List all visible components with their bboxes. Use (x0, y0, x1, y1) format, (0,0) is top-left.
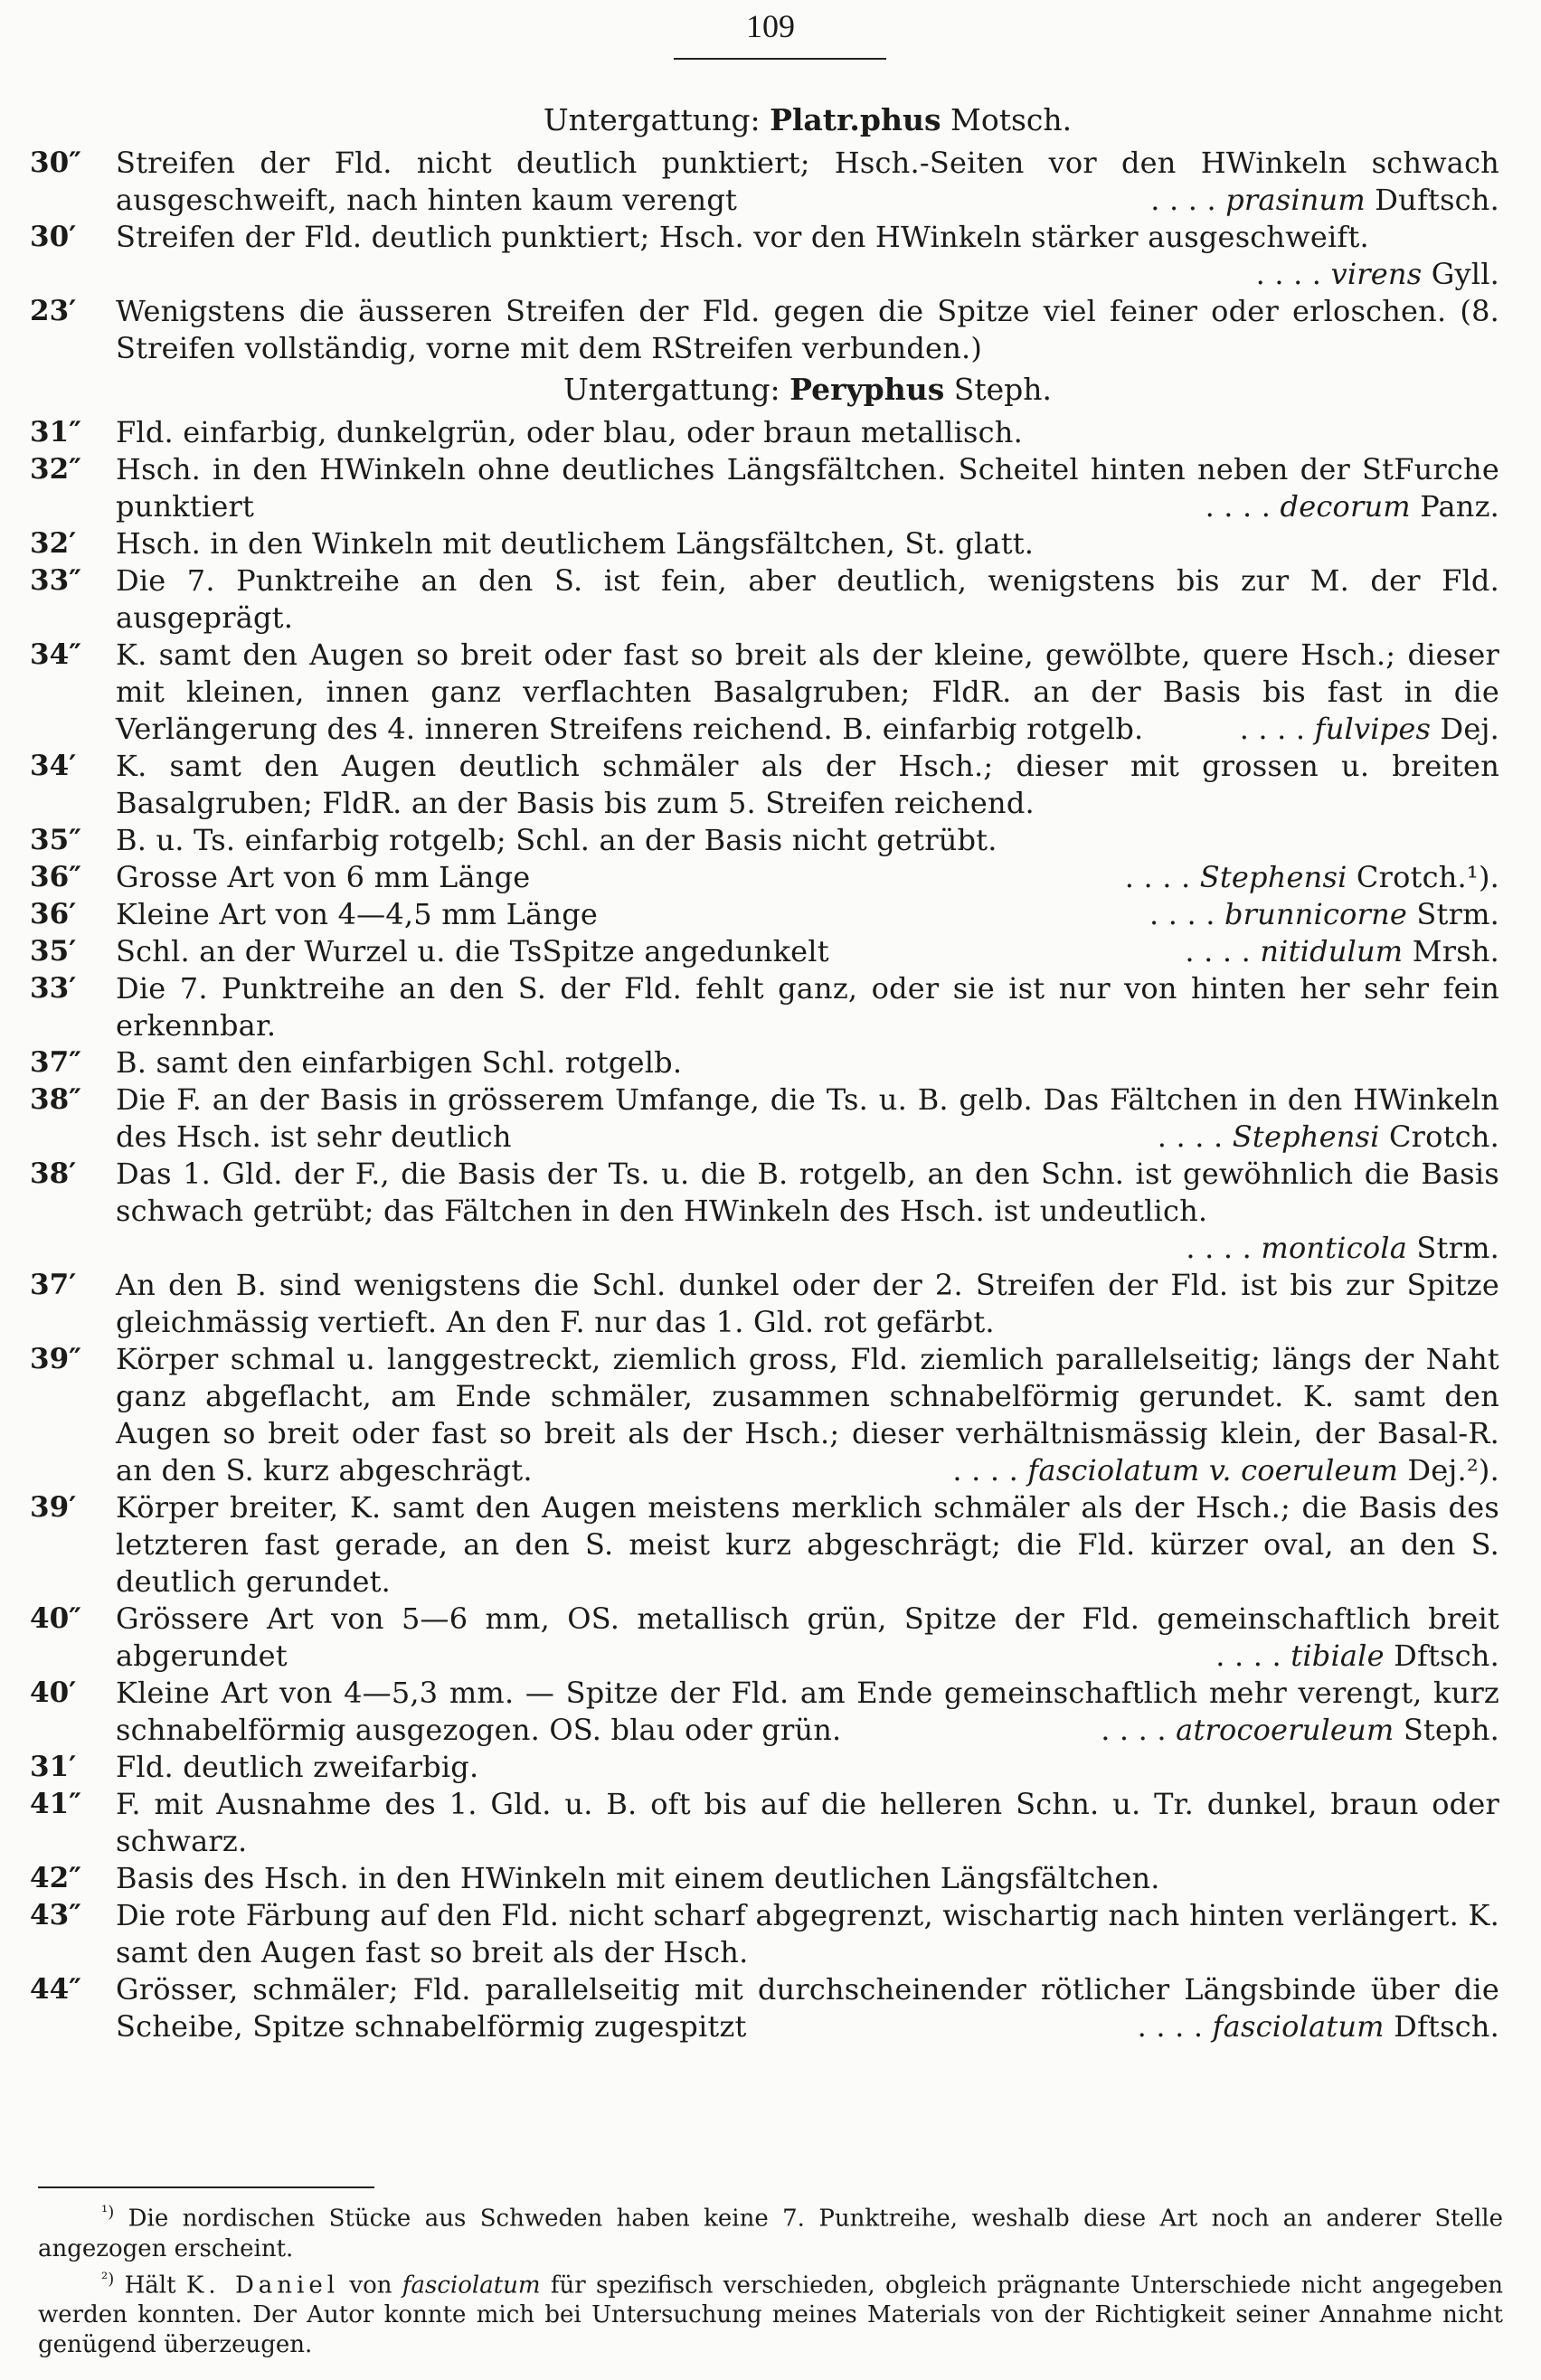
key-entry (30, 525, 1499, 562)
couplet-number: 41″ (30, 1788, 81, 1820)
couplet-description: Die 7. Punktreihe an den S. ist fein, aber deutlich, wenigstens bis zur M. der Fld. ausgeprägt. (116, 563, 1499, 635)
species-author: Strm. (1416, 1231, 1499, 1265)
couplet-text (116, 1601, 1499, 1675)
species-result (1125, 2008, 1499, 2045)
key-entry (30, 1860, 1499, 1897)
couplet-description: Streifen der Fld. deutlich punktiert; Hsch. vor den HWinkeln stärker ausgeschweift. (116, 220, 1369, 254)
couplet-description: Grösser, schmäler; Fld. parallelseitig mit durchscheinender rötlicher Längsbinde über die Scheibe, Spitze schnabelförmig zugespitzt (116, 1972, 1499, 2044)
species-name: nitidulum (1260, 934, 1404, 968)
key-entry (30, 1675, 1499, 1749)
key-entry (30, 896, 1499, 933)
footnote-mark: ¹) (101, 2203, 115, 2222)
leader-dots: . . . . (1186, 1231, 1262, 1265)
couplet-number: 40′ (30, 1676, 77, 1709)
species-name: decorum (1280, 489, 1411, 524)
species-author: Dftsch. (1394, 2009, 1499, 2044)
couplet-number: 34″ (30, 638, 81, 671)
species-result (1088, 1712, 1499, 1749)
key-entry (30, 859, 1499, 896)
couplet-number: 44″ (30, 1973, 81, 2006)
couplet-text (116, 1267, 1499, 1341)
key-entry (30, 1601, 1499, 1675)
key-entry (30, 637, 1499, 748)
couplet-description: F. mit Ausnahme des 1. Gld. u. B. oft bis auf die helleren Schn. u. Tr. dunkel, braun oder schwarz. (116, 1787, 1499, 1858)
species-author: Steph. (1403, 1713, 1499, 1747)
couplet-description: Die F. an der Basis in grösserem Umfange, die Ts. u. B. gelb. Das Fältchen in den HWinkeln des Hsch. ist sehr deutlich (116, 1082, 1499, 1154)
species-result (1172, 933, 1499, 970)
leader-dots: . . . . (1137, 2009, 1213, 2044)
couplet-text (116, 970, 1499, 1044)
leader-dots: . . . . (1185, 934, 1261, 968)
couplet-text (116, 1860, 1499, 1897)
subgenus-prefix: Untergattung: (563, 372, 790, 407)
couplet-text (116, 451, 1499, 525)
species-result (1193, 488, 1499, 525)
key-entry (30, 1897, 1499, 1971)
footnote-text: Hält (124, 2271, 186, 2300)
couplet-text (116, 293, 1499, 367)
couplet-text (116, 1786, 1499, 1860)
leader-dots: . . . . (1157, 1119, 1233, 1154)
species-author: Strm. (1416, 897, 1499, 931)
species-author: Crotch.¹). (1356, 860, 1499, 894)
species-result (1227, 711, 1499, 748)
leader-dots: . . . . (1101, 1713, 1177, 1747)
species-result (940, 1452, 1499, 1489)
species-author: Panz. (1420, 489, 1499, 524)
species-author: Dej. (1440, 712, 1499, 746)
key-entry (30, 1749, 1499, 1786)
key-entry (30, 748, 1499, 822)
couplet-description: Kleine Art von 4—5,3 mm. — Spitze der Fld. am Ende gemeinschaftlich mehr verengt, kurz schnabelförmig ausgezogen. OS. blau oder grün. (116, 1676, 1499, 1747)
couplet-number: 35″ (30, 824, 81, 856)
couplet-description: Fld. deutlich zweifarbig. (116, 1750, 479, 1784)
key-entry (30, 1786, 1499, 1860)
leader-dots: . . . . (1124, 860, 1200, 894)
footnote-text: von (339, 2271, 402, 2300)
key-entry (30, 822, 1499, 859)
couplet-description: Wenigstens die äusseren Streifen der Fld. gegen die Spitze viel feiner oder erloschen. (8. Streifen vollständig, vorne mit dem RStreifen verbunden.) (116, 294, 1499, 365)
species-author: Mrsh. (1412, 934, 1499, 968)
footnote-rule (38, 2186, 374, 2188)
species-name: prasinum (1225, 183, 1366, 217)
subgenus-heading-peryphus (116, 369, 1499, 411)
couplet-text (116, 637, 1499, 748)
species-result (1137, 896, 1499, 933)
key-entry (30, 414, 1499, 451)
species-name: Stephensi (1232, 1119, 1380, 1154)
key-entry (30, 562, 1499, 637)
couplet-number: 38″ (30, 1083, 81, 1116)
species-name: fulvipes (1314, 712, 1432, 746)
couplet-description: Basis des Hsch. in den HWinkeln mit einem deutlichen Längsfältchen. (116, 1861, 1160, 1895)
couplet-text (116, 1749, 1499, 1786)
couplet-number: 39′ (30, 1491, 77, 1524)
key-entry (30, 451, 1499, 525)
species-name: tibiale (1290, 1639, 1385, 1673)
couplet-number: 39″ (30, 1343, 81, 1375)
species-author: Gyll. (1431, 257, 1499, 291)
couplet-description: Grosse Art von 6 mm Länge (116, 860, 531, 894)
couplet-text (116, 1156, 1499, 1267)
couplet-description: Körper breiter, K. samt den Augen meistens merklich schmäler als der Hsch.; die Basis des letzteren fast gerade, an den S. meist kurz abgeschrägt; die Fld. kürzer oval, an den S. deutlich gerundet. (116, 1490, 1499, 1599)
couplet-number: 37′ (30, 1269, 77, 1301)
header-rule (674, 58, 886, 60)
subgenus-author: Steph. (944, 372, 1053, 407)
couplet-number: 30″ (30, 146, 81, 179)
subgenus-name: Peryphus (789, 372, 945, 407)
couplet-number: 30′ (30, 221, 77, 253)
species-name: brunnicorne (1224, 897, 1408, 931)
key-entry (30, 1489, 1499, 1601)
couplet-description: Die 7. Punktreihe an den S. der Fld. fehlt ganz, oder sie ist nur von hinten her sehr fein erkennbar. (116, 971, 1499, 1043)
leader-dots: . . . . (1215, 1639, 1291, 1673)
couplet-number: 40″ (30, 1602, 81, 1635)
footnote-mark: ²) (101, 2269, 115, 2289)
species-result (1243, 256, 1499, 293)
couplet-description: B. samt den einfarbigen Schl. rotgelb. (116, 1045, 683, 1080)
leader-dots: . . . . (1255, 257, 1331, 291)
species-author: Crotch. (1388, 1119, 1499, 1154)
couplet-text (116, 525, 1499, 562)
species-author: Dej.²). (1407, 1453, 1499, 1488)
key-entry (30, 1267, 1499, 1341)
key-body (30, 98, 1499, 2045)
key-entry (30, 293, 1499, 367)
subgenus-name: Platr.phus (770, 102, 941, 137)
key-entry (30, 145, 1499, 219)
species-name: virens (1330, 257, 1423, 291)
couplet-description: K. samt den Augen so breit oder fast so breit als der kleine, gewölbte, quere Hsch.; dieser mit kleinen, innen ganz verflachten Basalgruben; FldR. an der Basis bis fast in die Verlängerung des 4. inneren Streifens reichend. B. einfarbig rotgelb. (116, 638, 1499, 746)
footnote-text: für spezifisch verschieden, obgleich prägnante Unterschiede nicht angegeben werden konnten. Der Autor konnte mich bei Untersuchung meines Materials von der Richtigkeit seiner Annahme nicht genügend überzeugen. (38, 2271, 1503, 2359)
couplet-description: Schl. an der Wurzel u. die TsSpitze angedunkelt (116, 934, 829, 968)
couplet-description: Grössere Art von 5—6 mm, OS. metallisch grün, Spitze der Fld. gemeinschaftlich breit abgerundet (116, 1601, 1499, 1673)
couplet-text (116, 1044, 1499, 1081)
couplet-number: 33′ (30, 972, 77, 1005)
species-name: fasciolatum (1212, 2009, 1385, 2044)
species-result (1145, 1119, 1499, 1156)
footnote-text: Die nordischen Stücke aus Schweden haben keine 7. Punktreihe, weshalb diese Art noch an anderer Stelle angezogen erscheint. (38, 2205, 1504, 2262)
couplet-number: 32′ (30, 527, 77, 560)
species-result (1173, 1230, 1499, 1267)
subgenus-heading-platyphus (116, 99, 1499, 141)
couplet-text (116, 859, 1499, 896)
key-entry (30, 1341, 1499, 1489)
couplet-text (116, 1341, 1499, 1489)
couplet-text (116, 145, 1499, 219)
couplet-text (116, 896, 1499, 933)
leader-dots: . . . . (1239, 712, 1315, 746)
leader-dots: . . . . (1205, 489, 1281, 524)
species-result (1138, 182, 1499, 219)
couplet-text (116, 562, 1499, 637)
couplet-number: 33″ (30, 564, 81, 597)
footnote-2 (38, 2264, 1503, 2361)
couplet-number: 42″ (30, 1862, 81, 1894)
couplet-number: 31″ (30, 416, 81, 449)
couplet-text (116, 1971, 1499, 2045)
subgenus-prefix: Untergattung: (543, 102, 770, 137)
couplet-text (116, 414, 1499, 451)
key-entry (30, 1081, 1499, 1156)
species-author: Dftsch. (1394, 1639, 1499, 1673)
footnote-1 (38, 2197, 1503, 2264)
couplet-description: An den B. sind wenigstens die Schl. dunkel oder der 2. Streifen der Fld. ist bis zur Spitze gleichmässig vertieft. An den F. nur das 1. Gld. rot gefärbt. (116, 1268, 1499, 1339)
couplet-description: Fld. einfarbig, dunkelgrün, oder blau, oder braun metallisch. (116, 415, 1023, 449)
species-result (1112, 859, 1499, 896)
key-entry (30, 1971, 1499, 2045)
couplet-description: Die rote Färbung auf den Fld. nicht scharf abgegrenzt, wischartig nach hinten verlängert. K. samt den Augen fast so breit als der Hsch. (116, 1898, 1499, 1969)
couplet-text (116, 1081, 1499, 1156)
couplet-description: Körper schmal u. langgestreckt, ziemlich gross, Fld. ziemlich parallelseitig; längs der Naht ganz abgeflacht, am Ende schmäler, zusammen schnabelförmig gerundet. K. samt den Augen so breit oder fast so breit als der Hsch.; dieser verhältnismässig klein, der Basal-R. an den S. kurz abgeschrägt. (116, 1342, 1499, 1488)
species-name: Stephensi (1199, 860, 1347, 894)
couplet-description: Streifen der Fld. nicht deutlich punktiert; Hsch.-Seiten vor den HWinkeln schwach ausgeschweift, nach hinten kaum verengt (116, 146, 1499, 217)
subgenus-author: Motsch. (941, 102, 1073, 137)
couplet-description: Hsch. in den HWinkeln ohne deutliches Längsfältchen. Scheitel hinten neben der StFurche punktiert (116, 452, 1499, 524)
couplet-number: 43″ (30, 1899, 81, 1931)
key-entry (30, 1044, 1499, 1081)
couplet-text (116, 1489, 1499, 1601)
species-name: fasciolatum v. coeruleum (1027, 1453, 1399, 1488)
couplet-description: Hsch. in den Winkeln mit deutlichem Längsfältchen, St. glatt. (116, 526, 1035, 561)
couplet-text (116, 822, 1499, 859)
species-result (1203, 1638, 1499, 1675)
couplet-text (116, 933, 1499, 970)
couplet-number: 36′ (30, 898, 77, 930)
leader-dots: . . . . (952, 1453, 1028, 1488)
couplet-description: B. u. Ts. einfarbig rotgelb; Schl. an der Basis nicht getrübt. (116, 823, 997, 857)
couplet-number: 36″ (30, 861, 81, 893)
leader-dots: . . . . (1150, 183, 1226, 217)
footnote-author-name: K. Daniel (185, 2271, 340, 2300)
couplet-description: Kleine Art von 4—4,5 mm Länge (116, 897, 599, 931)
species-author: Duftsch. (1375, 183, 1499, 217)
couplet-text (116, 748, 1499, 822)
species-name: monticola (1261, 1231, 1408, 1265)
footnotes (38, 2197, 1503, 2360)
couplet-text (116, 1897, 1499, 1971)
key-entry (30, 933, 1499, 970)
couplet-number: 23′ (30, 295, 77, 327)
couplet-description: K. samt den Augen deutlich schmäler als der Hsch.; dieser mit grossen u. breiten Basalgruben; FldR. an der Basis bis zum 5. Streifen reichend. (116, 749, 1499, 820)
couplet-text (116, 219, 1499, 293)
species-name: atrocoeruleum (1176, 1713, 1394, 1747)
couplet-number: 38′ (30, 1157, 77, 1190)
key-entry (30, 1156, 1499, 1267)
leader-dots: . . . . (1149, 897, 1224, 931)
couplet-description: Das 1. Gld. der F., die Basis der Ts. u. die B. rotgelb, an den Schn. ist gewöhnlich die Basis schwach getrübt; das Fältchen in den HWinkeln des Hsch. ist undeutlich. (116, 1157, 1499, 1228)
footnote-species: fasciolatum (402, 2271, 541, 2300)
couplet-number: 37″ (30, 1046, 81, 1079)
key-entry (30, 219, 1499, 293)
couplet-number: 35′ (30, 935, 77, 968)
couplet-number: 32″ (30, 453, 81, 486)
couplet-number: 34′ (30, 750, 77, 782)
key-entry (30, 970, 1499, 1044)
page-number: 109 (746, 8, 795, 44)
couplet-text (116, 1675, 1499, 1749)
couplet-number: 31′ (30, 1751, 77, 1783)
